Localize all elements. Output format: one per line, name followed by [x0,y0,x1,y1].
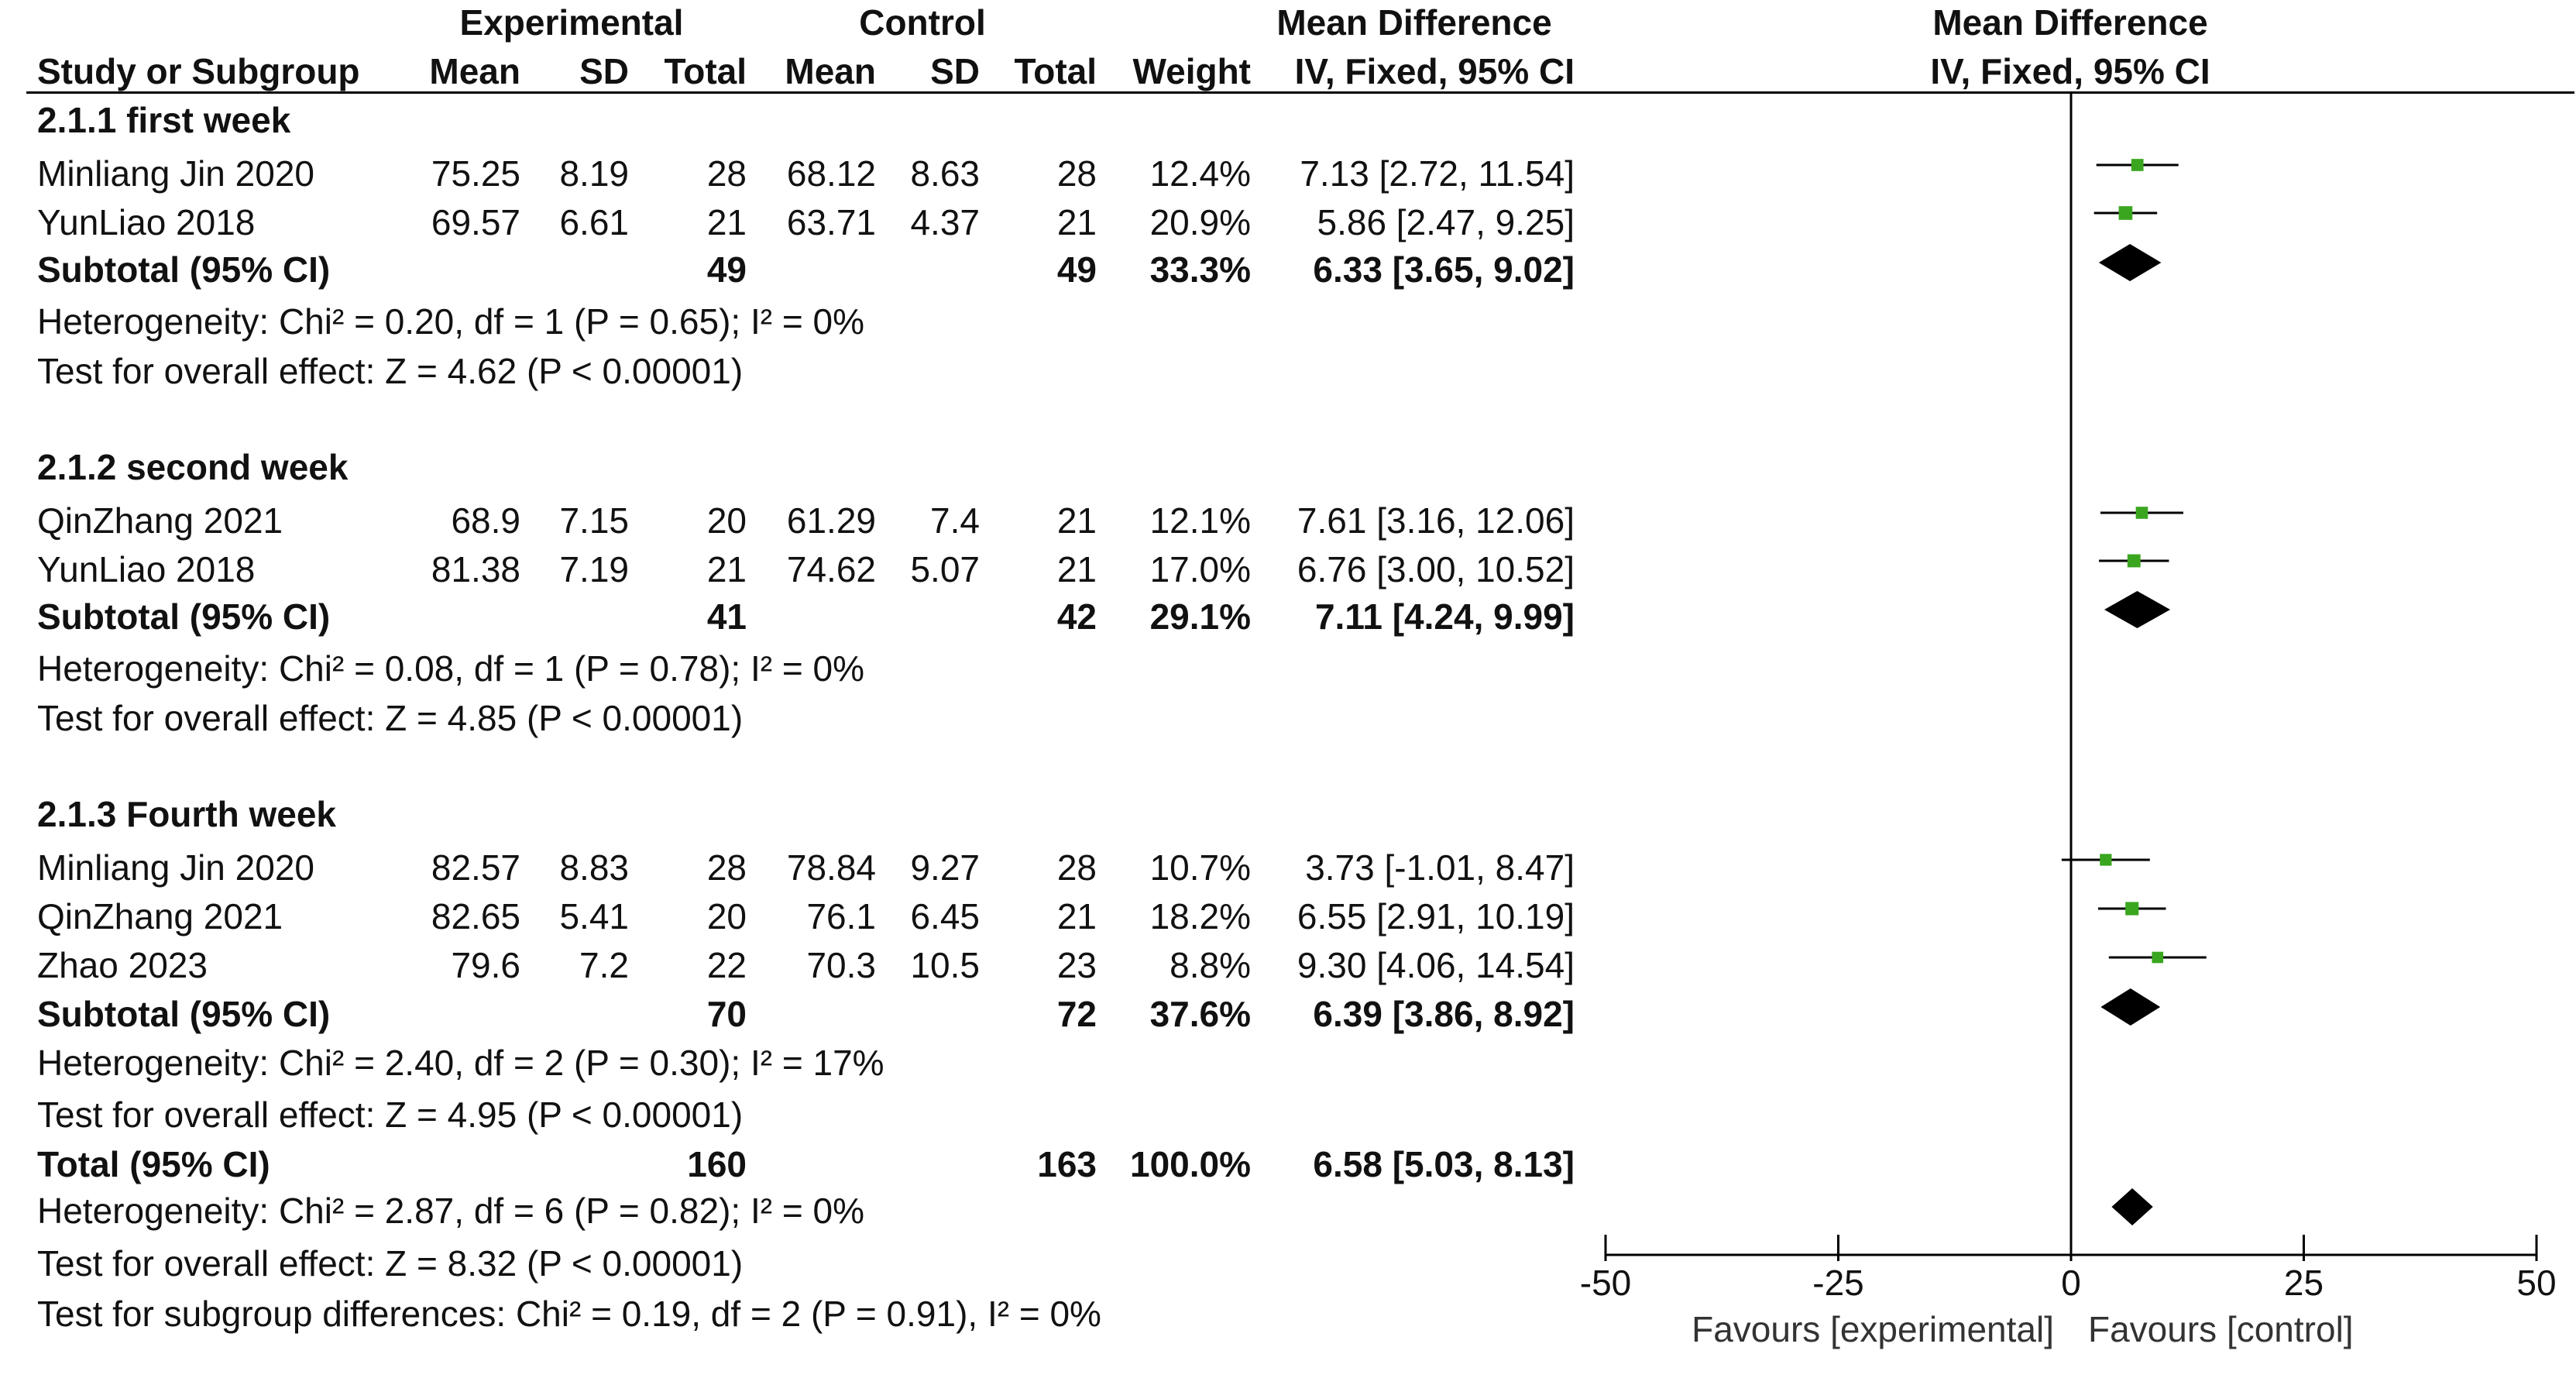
study-sd-e: 5.41 [559,896,629,937]
subtotal-n-c: 49 [1056,249,1097,290]
total-n-e: 160 [687,1144,747,1184]
total-overall-effect-text: Test for overall effect: Z = 8.32 (P < 0.00001) [37,1243,744,1284]
study-name: QinZhang 2021 [37,896,283,937]
study-ci-text: 9.30 [4.06, 14.54] [1297,945,1575,985]
x-tick-label: 25 [2283,1263,2324,1303]
total-n-c: 163 [1037,1144,1097,1184]
study-sd-c: 6.45 [910,896,980,937]
subtotal-weight: 37.6% [1149,994,1251,1034]
study-weight: 17.0% [1149,549,1251,589]
subtotal-label: Subtotal (95% CI) [37,596,331,637]
subtotal-n-e: 49 [706,249,747,290]
study-n-c: 28 [1056,847,1097,888]
study-sd-c: 8.63 [910,153,980,194]
header-mean-difference-plot: Mean Difference [1932,2,2208,43]
study-mean-e: 69.57 [431,202,520,242]
study-mean-c: 63.71 [786,202,876,242]
pooled-diamond [2100,988,2160,1026]
study-mean-e: 81.38 [431,549,520,589]
heterogeneity-text: Heterogeneity: Chi² = 0.08, df = 1 (P = 0.78); I² = 0% [37,648,864,689]
study-weight: 12.4% [1149,153,1251,194]
study-n-c: 21 [1056,202,1097,242]
study-weight: 12.1% [1149,500,1251,541]
subtotal-ci-text: 7.11 [4.24, 9.99] [1314,596,1575,637]
subtotal-ci-text: 6.39 [3.86, 8.92] [1313,994,1575,1034]
header-sd-e: SD [579,51,629,91]
study-mean-c: 74.62 [786,549,876,589]
study-sd-c: 7.4 [930,500,980,541]
study-n-c: 21 [1056,500,1097,541]
study-name: YunLiao 2018 [37,202,256,242]
study-sd-c: 5.07 [910,549,980,589]
study-mean-c: 78.84 [786,847,876,888]
study-sd-e: 6.61 [559,202,629,242]
study-ci-text: 7.13 [2.72, 11.54] [1300,153,1575,194]
header-mean-c: Mean [785,51,876,91]
study-marker [2100,854,2111,865]
subgroup-title: 2.1.3 Fourth week [37,794,337,834]
subtotal-weight: 29.1% [1149,596,1251,637]
study-ci-text: 3.73 [-1.01, 8.47] [1305,847,1575,888]
study-marker [2152,952,2163,964]
study-ci-text: 7.61 [3.16, 12.06] [1297,500,1575,541]
study-n-c: 21 [1056,549,1097,589]
study-sd-c: 4.37 [910,202,980,242]
study-n-c: 21 [1056,896,1097,937]
study-n-e: 20 [706,500,747,541]
subgroup-title: 2.1.1 first week [37,100,291,140]
heterogeneity-text: Heterogeneity: Chi² = 2.40, df = 2 (P = 0.30); I² = 17% [37,1043,884,1083]
subgroup-differences-text: Test for subgroup differences: Chi² = 0.19, df = 2 (P = 0.91), I² = 0% [37,1294,1101,1334]
subtotal-ci-text: 6.33 [3.65, 9.02] [1313,249,1575,290]
study-sd-e: 7.19 [559,549,629,589]
study-weight: 18.2% [1149,896,1251,937]
study-sd-c: 9.27 [910,847,980,888]
header-weight: Weight [1132,51,1251,91]
study-weight: 20.9% [1149,202,1251,242]
study-name: Zhao 2023 [37,945,208,985]
study-n-c: 28 [1056,153,1097,194]
total-heterogeneity-text: Heterogeneity: Chi² = 2.87, df = 6 (P = 0.82); I² = 0% [37,1191,864,1231]
header-control: Control [859,2,986,43]
study-sd-e: 8.83 [559,847,629,888]
header-study: Study or Subgroup [37,51,360,91]
pooled-diamond [2099,244,2162,281]
total-ci-text: 6.58 [5.03, 8.13] [1313,1144,1575,1184]
study-mean-c: 61.29 [786,500,876,541]
x-tick-label: -50 [1579,1263,1632,1303]
study-mean-e: 82.65 [431,896,520,937]
study-weight: 8.8% [1170,945,1251,985]
study-marker [2119,206,2133,220]
header-mean-e: Mean [429,51,520,91]
study-n-c: 23 [1056,945,1097,985]
study-n-e: 28 [706,847,747,888]
study-sd-e: 8.19 [559,153,629,194]
total-label: Total (95% CI) [37,1144,270,1184]
subtotal-label: Subtotal (95% CI) [37,994,331,1034]
study-weight: 10.7% [1149,847,1251,888]
study-mean-e: 75.25 [431,153,520,194]
heterogeneity-text: Heterogeneity: Chi² = 0.20, df = 1 (P = 0.65); I² = 0% [37,301,864,342]
study-name: YunLiao 2018 [37,549,256,589]
study-n-e: 22 [706,945,747,985]
subtotal-n-c: 42 [1056,596,1097,637]
study-mean-e: 79.6 [451,945,520,985]
header-method-left: IV, Fixed, 95% CI [1294,51,1575,91]
study-mean-c: 70.3 [806,945,876,985]
study-n-e: 28 [706,153,747,194]
study-n-e: 21 [706,202,747,242]
subtotal-label: Subtotal (95% CI) [37,249,331,290]
x-tick-label: -25 [1812,1263,1864,1303]
study-sd-c: 10.5 [910,945,980,985]
study-mean-c: 76.1 [806,896,876,937]
study-name: QinZhang 2021 [37,500,283,541]
subgroup-title: 2.1.2 second week [37,447,349,487]
study-mean-e: 82.57 [431,847,520,888]
study-mean-e: 68.9 [451,500,520,541]
study-marker [2128,555,2141,568]
favours-experimental-label: Favours [experimental] [1692,1309,2054,1349]
header-mean-difference: Mean Difference [1276,2,1552,43]
header-sd-c: SD [930,51,980,91]
subtotal-n-c: 72 [1056,994,1097,1034]
study-sd-e: 7.15 [559,500,629,541]
pooled-diamond [2104,591,2170,628]
study-sd-e: 7.2 [579,945,629,985]
header-experimental: Experimental [459,2,684,43]
study-ci-text: 5.86 [2.47, 9.25] [1317,202,1575,242]
study-n-e: 20 [706,896,747,937]
study-marker [2136,507,2148,519]
study-name: Minliang Jin 2020 [37,847,315,888]
study-n-e: 21 [706,549,747,589]
study-marker [2131,159,2144,171]
favours-control-label: Favours [control] [2088,1309,2354,1349]
total-weight: 100.0% [1129,1144,1251,1184]
subtotal-n-e: 70 [706,994,747,1034]
study-ci-text: 6.55 [2.91, 10.19] [1297,896,1575,937]
study-name: Minliang Jin 2020 [37,153,315,194]
pooled-diamond [2111,1188,2152,1225]
header-method-plot: IV, Fixed, 95% CI [1930,51,2210,91]
subtotal-n-e: 41 [706,596,747,637]
header-total-e: Total [664,51,747,91]
header-total-c: Total [1014,51,1097,91]
overall-effect-text: Test for overall effect: Z = 4.62 (P < 0.00001) [37,351,744,391]
overall-effect-text: Test for overall effect: Z = 4.85 (P < 0.00001) [37,698,744,738]
study-ci-text: 6.76 [3.00, 10.52] [1297,549,1575,589]
x-tick-label: 0 [2061,1263,2081,1303]
x-tick-label: 50 [2516,1263,2557,1303]
overall-effect-text: Test for overall effect: Z = 4.95 (P < 0.00001) [37,1095,744,1135]
subtotal-weight: 33.3% [1149,249,1251,290]
study-marker [2125,902,2138,915]
study-mean-c: 68.12 [786,153,876,194]
